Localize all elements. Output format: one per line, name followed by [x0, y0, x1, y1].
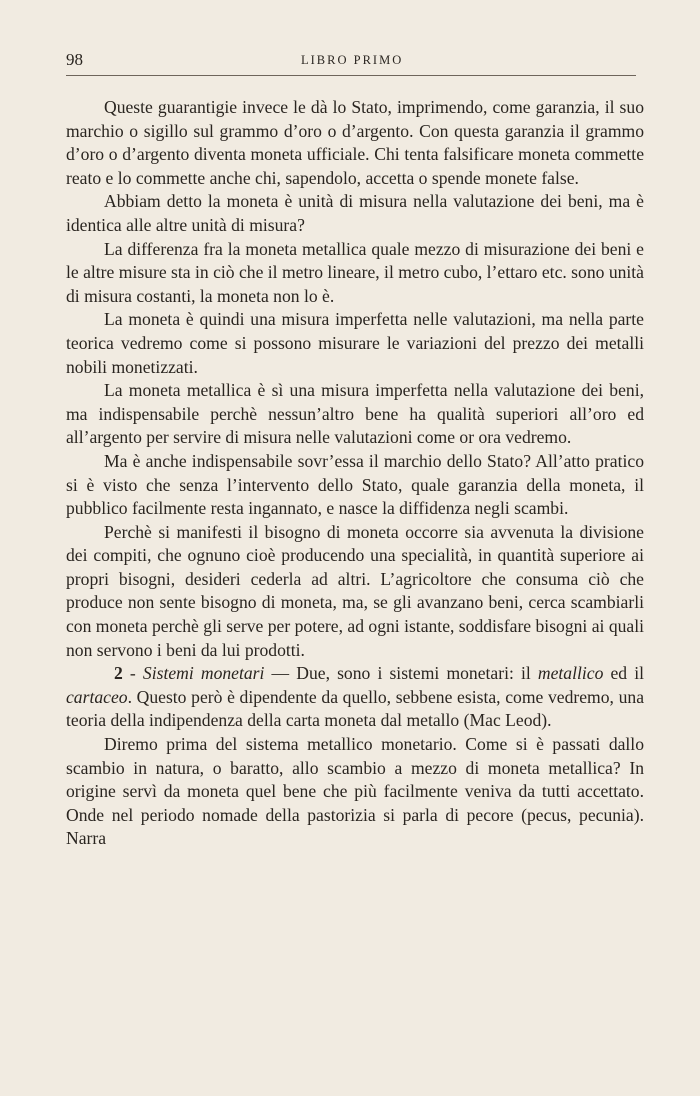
paragraph-3: La differenza fra la moneta metallica quale mezzo di misurazione dei beni e le altre misure sta in ciò che il metro lineare, il metro cubo, l’ettaro etc. sono unità di misura costanti, la moneta non lo è. — [66, 238, 644, 306]
section-separator: - — [122, 663, 143, 684]
term-metallico: metallico — [537, 663, 604, 684]
paragraph-5: La moneta metallica è sì una misura imperfetta nella valutazione dei beni, ma indispensabile perchè nessun’altro bene ha qualità superiori all’oro ed all’argento per servire di misura nelle valutazioni come or ora vedremo. — [66, 380, 644, 448]
paragraph-4: La moneta è quindi una misura imperfetta nelle valutazioni, ma nella parte teorica vedremo come si possono misurare le variazioni del prezzo dei metalli nobili monetizzati. — [66, 309, 644, 377]
body-text — [66, 96, 644, 851]
term-cartaceo: cartaceo — [66, 686, 128, 707]
section-intro: — Due, sono i sistemi monetari: il — [264, 663, 538, 684]
header-rule — [66, 75, 636, 76]
section-2-paragraph — [66, 662, 644, 733]
paragraph-1: Queste guarantigie invece le dà lo Stato, imprimendo, come garanzia, il suo marchio o sigillo sul grammo d’oro o d’argento. Con questa garanzia il grammo d’oro o d’argento diventa moneta ufficiale. Chi tenta falsificare moneta commette reato e lo commette anche chi, sapendolo, accetta o spende monete false. — [66, 97, 644, 188]
paragraph-7: Perchè si manifesti il bisogno di moneta occorre sia avvenuta la divisione dei compiti, che ognuno cioè producendo una specialità, in quantità superiore ai propri bisogni, desideri cederla ad altri. L’agricoltore che consuma ciò che produce non sente bisogno di moneta, ma, se gli avanzano beni, cerca scambiarli con moneta perchè gli serve per potere, ad ogni istante, soddisfare bisogni ai quali non servono i beni da lui prodotti. — [66, 521, 644, 660]
page-number: 98 — [66, 50, 83, 69]
section-rest: . Questo però è dipendente da quello, sebbene esista, come vedremo, una teoria della indipendenza della carta moneta dal metallo (Mac Leod). — [66, 686, 644, 731]
paragraph-6: Ma è anche indispensabile sovr’essa il marchio dello Stato? All’atto pratico si è visto che senza l’intervento dello Stato, quale garanzia della moneta, il pubblico facilmente resta ingannato, e nasce la diffidenza negli scambi. — [66, 450, 644, 519]
paragraph-2: Abbiam detto la moneta è unità di misura nella valutazione dei beni, ma è identica alle altre unità di misura? — [66, 191, 644, 235]
section-title: Sistemi monetari — [142, 663, 265, 684]
page-header — [66, 50, 636, 72]
paragraph-9: Diremo prima del sistema metallico monetario. Come si è passati dallo scambio in natura, o baratto, allo scambio a mezzo di moneta metallica? In origine servì da moneta quel bene che più facilmente veniva da tutti accettato. Onde nel periodo nomade della pastorizia si parla di pecore (pecus, pecunia). Narra — [66, 734, 644, 849]
section-mid: ed il — [603, 663, 645, 684]
section-number: 2 — [114, 663, 123, 684]
running-title: LIBRO PRIMO — [301, 53, 404, 67]
